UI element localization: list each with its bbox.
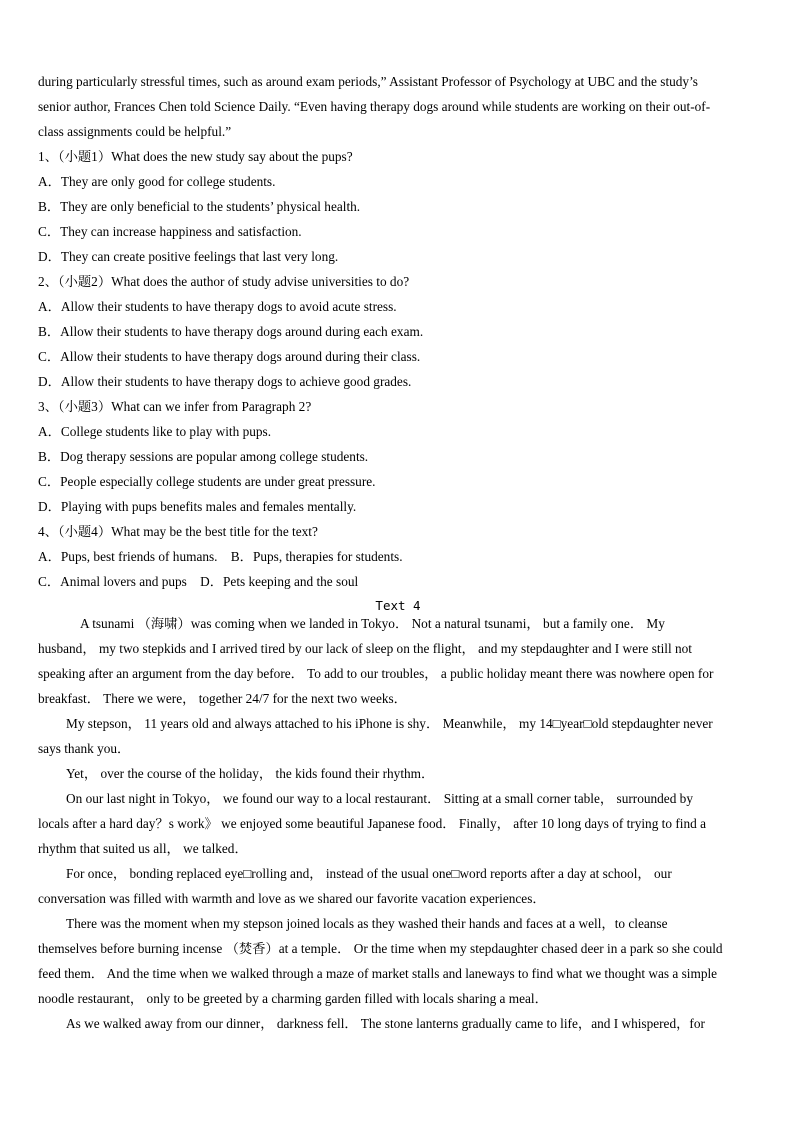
text-line: senior author, Frances Chen told Science Daily. “Even having therapy dogs around while students are working on their out-of- [38, 99, 711, 114]
text-line: As we walked away from our dinner， darkness fell． The stone lanterns gradually came to life，and I whispered，for [66, 1016, 705, 1031]
text-line: locals after a hard day？s work》 we enjoyed some beautiful Japanese food． Finally， after 10 long days of trying to find a [38, 816, 706, 831]
section-title: Text 4 [375, 598, 421, 613]
answer-option: A．They are only good for college students. [38, 174, 276, 189]
answer-option: C．They can increase happiness and satisfaction. [38, 224, 302, 239]
answer-option: B．They are only beneficial to the students’ physical health. [38, 199, 361, 214]
answer-option: D．Playing with pups benefits males and females mentally. [38, 499, 357, 514]
question-4 [38, 522, 758, 597]
answer-option: B．Allow their students to have therapy dogs around during each exam. [38, 324, 424, 339]
document-page [38, 72, 758, 1039]
text-line: husband， my two stepkids and I arrived tired by our lack of sleep on the flight， and my stepdaughter and I were still not [38, 641, 692, 656]
text-line: breakfast． There we were， together 24/7 for the next two weeks． [38, 691, 407, 706]
text-line: says thank you． [38, 741, 131, 756]
question-list [38, 147, 758, 597]
text-line: themselves before burning incense （焚香）at a temple． Or the time when my stepdaughter chased deer in a park so she could [38, 941, 723, 956]
text-line: My stepson， 11 years old and always attached to his iPhone is shy． Meanwhile， my 14□year□old stepdaughter never [66, 716, 713, 731]
answer-option: A．Pups, best friends of humans. B．Pups, therapies for students. [38, 549, 403, 564]
answer-option: A．College students like to play with pups. [38, 424, 272, 439]
text-line: during particularly stressful times, such as around exam periods,” Assistant Professor of Psychology at UBC and the study’s [38, 74, 698, 89]
question-stem: 3、（小题3）What can we infer from Paragraph 2? [38, 399, 312, 414]
answer-option: C．Allow their students to have therapy dogs around during their class. [38, 349, 421, 364]
question-2 [38, 272, 758, 397]
answer-option: B．Dog therapy sessions are popular among college students. [38, 449, 369, 464]
question-3 [38, 397, 758, 522]
text-line: class assignments could be helpful.” [38, 124, 232, 139]
text-line: rhythm that suited us all， we talked． [38, 841, 248, 856]
text-line: A tsunami （海啸）was coming when we landed in Tokyo． Not a natural tsunami， but a family one． My [80, 616, 665, 631]
answer-option: A．Allow their students to have therapy dogs to avoid acute stress. [38, 299, 397, 314]
text-line: speaking after an argument from the day before． To add to our troubles， a public holiday meant there was nowhere open for [38, 666, 714, 681]
answer-option: D．They can create positive feelings that last very long. [38, 249, 339, 264]
question-stem: 1、（小题1）What does the new study say about the pups? [38, 149, 353, 164]
text-line: For once， bonding replaced eye□rolling and， instead of the usual one□word reports after a day at school， our [66, 866, 672, 881]
text-line: conversation was filled with warmth and love as we shared our favorite vacation experiences． [38, 891, 546, 906]
text-line: On our last night in Tokyo， we found our way to a local restaurant． Sitting at a small corner table， surrounded by [66, 791, 693, 806]
text-line: There was the moment when my stepson joined locals as they washed their hands and faces at a well，to cleanse [66, 916, 668, 931]
text-line: feed them． And the time when we walked through a maze of market stalls and laneways to find what we thought was a simple [38, 966, 718, 981]
intro-paragraph [38, 72, 758, 147]
answer-option: C．People especially college students are under great pressure. [38, 474, 376, 489]
answer-option: D．Allow their students to have therapy dogs to achieve good grades. [38, 374, 412, 389]
answer-option: C．Animal lovers and pups D．Pets keeping and the soul [38, 574, 359, 589]
question-stem: 2、（小题2）What does the author of study advise universities to do? [38, 274, 410, 289]
question-stem: 4、（小题4）What may be the best title for the text? [38, 524, 318, 539]
text-line: Yet， over the course of the holiday， the kids found their rhythm． [66, 766, 435, 781]
text-line: noodle restaurant， only to be greeted by a charming garden filled with locals sharing a meal． [38, 991, 548, 1006]
text4-passage [38, 614, 758, 1039]
question-1 [38, 147, 758, 272]
